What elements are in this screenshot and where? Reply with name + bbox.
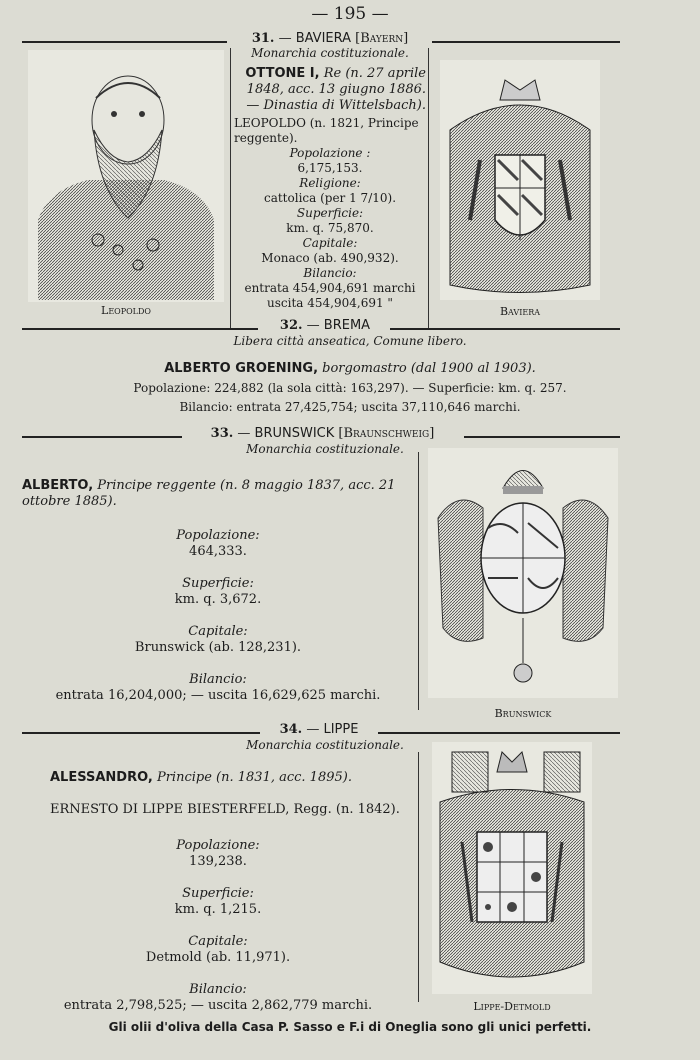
rule-33-left (22, 436, 182, 438)
ruler-32: ALBERTO GROENING, borgomastro (dal 1900 al 1903). (164, 361, 536, 376)
divider-33 (418, 452, 419, 710)
footer-advertisement: Gli olii d'oliva della Casa P. Sasso e F.i di Oneglia sono gli unici perfetti. (108, 1020, 592, 1034)
stats-33: Popolazione: 464,333. Superficie: km. q. 3,672. Capitale: Brunswick (ab. 128,231). Bilancio: entrata 16,204,000; — uscita 16,629,625 marchi. (55, 528, 381, 703)
stats-31: Popolazione : 6,175,153. Religione: cattolica (per 1 7/10). Superficie: km. q. 75,870. Capitale: Monaco (ab. 490,932). Bilancio: entrata 454,904,691 marchi uscita 454,904,691 " (244, 146, 416, 310)
subtitle-32: Libera città anseatica, Comune libero. (233, 334, 467, 348)
rule-33-right (464, 436, 620, 438)
subtitle-31: Monarchia costituzionale. (251, 46, 409, 60)
divider-31-left (230, 48, 231, 328)
coat-of-arms-lippe-detmold (432, 742, 592, 994)
divider-31-right (428, 48, 429, 328)
ruler-34: ALESSANDRO, Principe (n. 1831, acc. 1895). (50, 770, 352, 785)
stats-34: Popolazione: 139,238. Superficie: km. q. 1,215. Capitale: Detmold (ab. 11,971). Bilancio: entrata 2,798,525; — uscita 2,862,779 marchi. (63, 838, 373, 1013)
regent-34: ERNESTO DI LIPPE BIESTERFELD, Regg. (n. 1842). (50, 802, 400, 817)
arms-caption-lippe: Lippe-Detmold (473, 1000, 551, 1013)
header-34: 34. — LIPPE (279, 722, 359, 737)
arms-caption-brunswick: Brunswick (494, 707, 552, 720)
ruler-33: ALBERTO, Principe reggente (n. 8 maggio 1837, acc. 21 ottobre 1885). (22, 478, 396, 509)
subtitle-33: Monarchia costituzionale. (246, 442, 404, 456)
coat-of-arms-baviera (440, 60, 600, 300)
ruler-31: OTTONE I, Re (n. 27 aprile 1848, acc. 13 giugno 1886. — Dinastia di Wittelsbach). (245, 66, 426, 113)
rule-31-right (432, 41, 620, 43)
stats-32-line2: Bilancio: entrata 27,425,754; uscita 37,110,646 marchi. (179, 400, 521, 414)
rule-32-left (22, 328, 258, 330)
divider-34 (418, 752, 419, 1002)
rule-31-left (22, 41, 227, 43)
rule-34-right (378, 732, 620, 734)
rule-34-left (22, 732, 260, 734)
regent-31: LEOPOLDO (n. 1821, Principe reggente). (234, 116, 419, 145)
stats-32-line1: Popolazione: 224,882 (la sola città: 163,297). — Superficie: km. q. 257. (133, 381, 567, 395)
portrait-leopoldo (28, 50, 224, 302)
portrait-caption: Leopoldo (101, 304, 151, 317)
arms-caption-baviera: Baviera (499, 305, 541, 318)
header-31: 31. — BAVIERA [Bayern] (251, 31, 409, 46)
coat-of-arms-brunswick (428, 448, 618, 698)
page-number: — 195 — (311, 4, 389, 24)
subtitle-34: Monarchia costituzionale. (246, 738, 404, 752)
header-33: 33. — BRUNSWICK [Braunschweig] (210, 426, 435, 441)
rule-32-right (390, 328, 620, 330)
header-32: 32. — BREMA (279, 318, 371, 333)
